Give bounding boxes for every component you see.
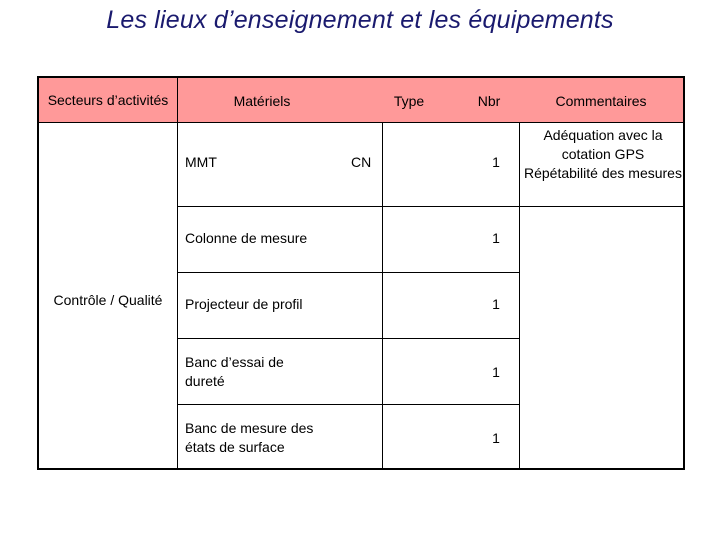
header-nbr [459,78,519,122]
row-4-material: Banc d’essai de dureté [185,354,284,389]
sector-value-label: Contrôle / Qualité [53,291,163,308]
header-bottom-line [39,122,683,123]
sector-value [39,122,177,468]
header-materials-label: Matériels [233,92,291,109]
row-3-bottom-line [177,338,519,339]
header-type [359,78,459,122]
header-sector-label: Secteurs d’activités [47,91,169,108]
header-materials [177,78,347,122]
page-title: Les lieux d’enseignement et les équipements [106,6,614,34]
row-2-bottom-line [177,272,519,273]
header-sector [39,78,177,122]
row-5-material: Banc de mesure des états de surface [185,420,314,455]
row-2-nbr: 1 [492,230,500,246]
row-1-material: MMT [185,154,217,170]
equipment-table [37,76,685,470]
row-5-nbr: 1 [492,430,500,446]
row-1-bottom-line [177,206,683,207]
row-4-bottom-line [177,404,519,405]
sector-column-line [177,78,178,468]
row-4-nbr: 1 [492,364,500,380]
row-1-type: CN [351,154,372,170]
header-nbr-label: Nbr [477,92,501,109]
nbr-left-line [382,122,383,468]
header-comments [519,78,683,122]
row-1-comment: Adéquation avec la cotation GPS Répétabilité des mesures [524,127,682,181]
row-3-nbr: 1 [492,296,500,312]
row-3-material: Projecteur de profil [185,296,303,312]
nbr-right-line [519,122,520,468]
row-1-nbr: 1 [492,154,500,170]
header-comments-label: Commentaires [555,92,647,109]
row-2-material: Colonne de mesure [185,230,308,246]
header-type-label: Type [393,92,425,109]
